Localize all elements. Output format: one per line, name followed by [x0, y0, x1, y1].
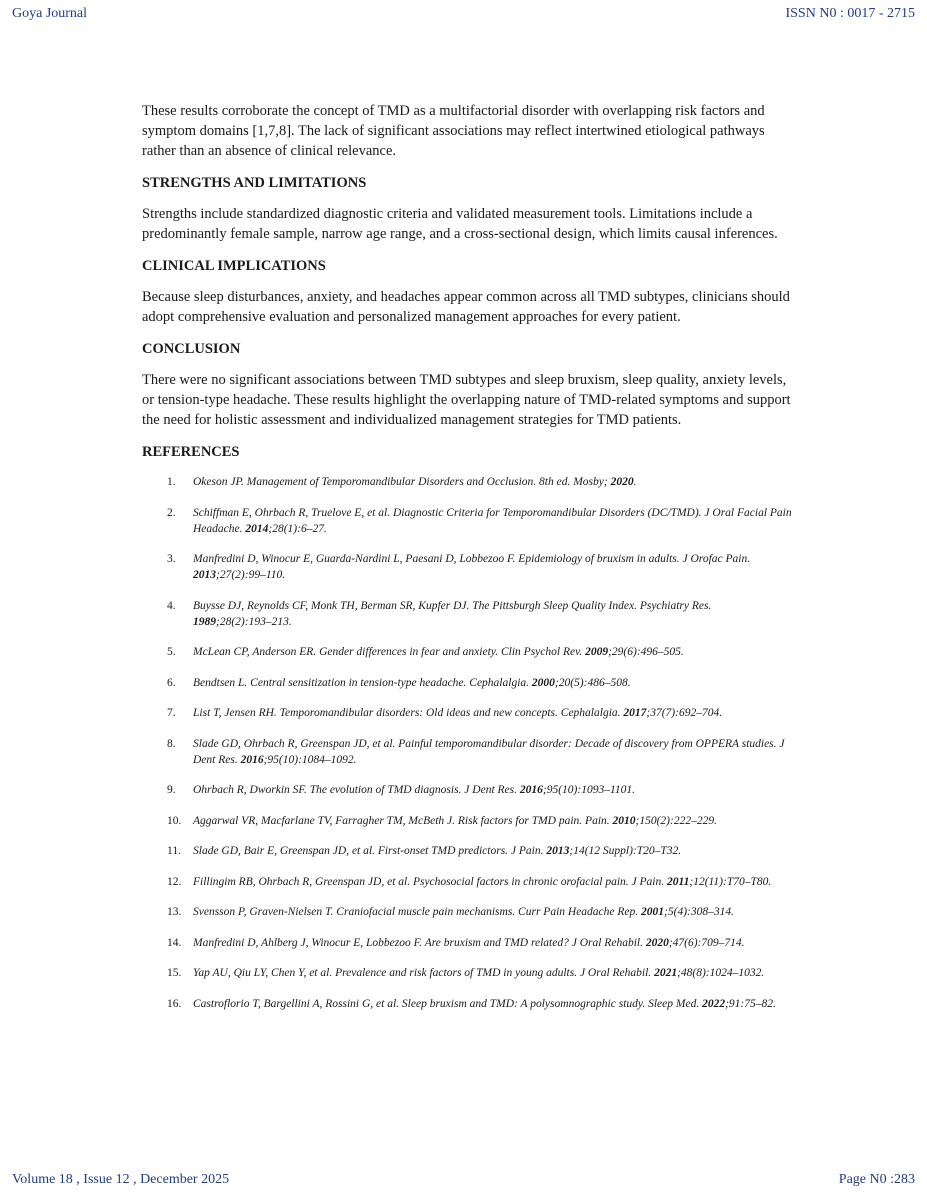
reference-citation: List T, Jensen RH. Temporomandibular disorders: Old ideas and new concepts. Cephalalgia. [193, 707, 624, 719]
reference-citation: Yap AU, Qiu LY, Chen Y, et al. Prevalence and risk factors of TMD in young adults. J Oral Rehabil. [193, 967, 655, 979]
reference-year: 2016 [519, 784, 543, 796]
strengths-paragraph: Strengths include standardized diagnostic criteria and validated measurement tools. Limitations include a predominantly female sample, narrow age range, and a cross-sectional design, which limits causal inferences. [142, 206, 778, 242]
references-heading: REFERENCES [142, 444, 240, 460]
conclusion-paragraph: There were no significant associations between TMD subtypes and sleep bruxism, sleep quality, anxiety levels, or tension-type headache. These results highlight the overlapping nature of TMD-related symptoms and support the need for holistic assessment and individualized management strategies for TMD patients. [142, 372, 791, 428]
reference-citation: Okeson JP. Management of Temporomandibular Disorders and Occlusion. 8th ed. Mosby; [193, 476, 611, 488]
reference-year: 2013 [546, 845, 570, 857]
reference-volume-pages: ;29(6):496–505. [608, 646, 684, 658]
reference-number: 10. [167, 814, 182, 827]
reference-year: 2016 [240, 753, 264, 766]
reference-number: 5. [167, 646, 176, 658]
reference-item [142, 675, 792, 691]
reference-volume-pages: ;12(11):T70–T80. [689, 875, 772, 888]
reference-citation: Ohrbach R, Dworkin SF. The evolution of TMD diagnosis. J Dent Res. [193, 784, 520, 796]
reference-volume-pages: ;47(6):709–714. [668, 936, 745, 949]
reference-item [142, 705, 792, 721]
reference-volume-pages: ;95(10):1084–1092. [263, 753, 357, 766]
reference-number: 12. [167, 875, 182, 888]
reference-citation: Aggarwal VR, Macfarlane TV, Farragher TM, McBeth J. Risk factors for TMD pain. Pain. [193, 814, 613, 827]
reference-volume-pages: ;91:75–82. [725, 997, 776, 1010]
reference-number: 9. [167, 784, 176, 796]
reference-number: 6. [167, 676, 176, 689]
journal-name: Goya Journal [12, 6, 88, 21]
reference-item [142, 505, 792, 537]
reference-citation: Slade GD, Ohrbach R, Greenspan JD, et al. Painful temporomandibular disorder: Decade of discovery from OPPERA studies. J Dent Res. [193, 737, 785, 766]
reference-item [142, 736, 792, 768]
reference-item [142, 598, 792, 630]
reference-item [142, 551, 792, 583]
reference-year: 2022 [702, 997, 726, 1010]
reference-volume-pages: ;37(7):692–704. [646, 707, 723, 719]
reference-item [142, 904, 792, 920]
reference-volume-pages: ;5(4):308–314. [664, 906, 734, 918]
conclusion-heading: CONCLUSION [142, 341, 241, 357]
reference-number: 11. [167, 845, 181, 857]
reference-item [142, 935, 792, 951]
reference-citation: Schiffman E, Ohrbach R, Truelove E, et al. Diagnostic Criteria for Temporomandibular Disorders (DC/TMD). J Oral Facial Pain Headache. [193, 506, 792, 535]
reference-year: 2021 [654, 967, 678, 979]
reference-volume-pages: ;27(2):99–110. [216, 569, 286, 581]
reference-citation: Manfredini D, Ahlberg J, Winocur E, Lobbezoo F. Are bruxism and TMD related? J Oral Rehabil. [193, 936, 646, 949]
reference-citation: McLean CP, Anderson ER. Gender differences in fear and anxiety. Clin Psychol Rev. [193, 646, 586, 658]
reference-number: 16. [167, 997, 182, 1010]
reference-number: 8. [167, 737, 176, 750]
reference-item [142, 874, 792, 890]
reference-volume-pages: ;20(5):486–508. [554, 676, 631, 689]
article-body [142, 101, 792, 1026]
page-number: Page N0 :283 [838, 1172, 915, 1187]
reference-year: 2000 [531, 676, 555, 689]
reference-citation: Fillingim RB, Ohrbach R, Greenspan JD, et al. Psychosocial factors in chronic orofacial pain. J Pain. [193, 875, 667, 888]
intro-paragraph: These results corroborate the concept of TMD as a multifactorial disorder with overlapping risk factors and symptom domains [1,7,8]. The lack of significant associations may reflect intertwined etiological pathways rather than an absence of clinical relevance. [142, 103, 765, 159]
reference-item [142, 474, 792, 490]
reference-year: 2020 [610, 476, 634, 488]
issn-number: ISSN N0 : 0017 - 2715 [785, 6, 915, 21]
clinical-implications-heading: CLINICAL IMPLICATIONS [142, 258, 326, 274]
reference-citation: Svensson P, Graven-Nielsen T. Craniofacial muscle pain mechanisms. Curr Pain Headache Rep. [193, 906, 642, 918]
reference-number: 2. [167, 506, 176, 519]
reference-volume-pages: ;28(1):6–27. [268, 522, 327, 535]
volume-issue: Volume 18 , Issue 12 , December 2025 [12, 1172, 230, 1187]
reference-number: 13. [167, 906, 182, 918]
reference-number: 4. [167, 599, 176, 612]
reference-citation: Buysse DJ, Reynolds CF, Monk TH, Berman SR, Kupfer DJ. The Pittsburgh Sleep Quality Index. Psychiatry Res. [193, 599, 712, 612]
reference-volume-pages: ;150(2):222–229. [635, 814, 717, 827]
reference-volume-pages: . [633, 476, 637, 488]
reference-number: 1. [167, 476, 176, 488]
reference-year: 1989 [193, 615, 216, 628]
reference-year: 2017 [623, 707, 647, 719]
reference-citation: Manfredini D, Winocur E, Guarda-Nardini L, Paesani D, Lobbezoo F. Epidemiology of bruxism in adults. J Orofac Pain. [193, 553, 751, 565]
reference-citation: Slade GD, Bair E, Greenspan JD, et al. First-onset TMD predictors. J Pain. [193, 845, 547, 857]
reference-item [142, 813, 792, 829]
reference-year: 2013 [193, 569, 216, 581]
reference-year: 2009 [585, 646, 609, 658]
reference-year: 2011 [666, 875, 690, 888]
strengths-heading: STRENGTHS AND LIMITATIONS [142, 175, 367, 191]
reference-item [142, 965, 792, 981]
reference-volume-pages: ;28(2):193–213. [216, 615, 292, 628]
reference-volume-pages: ;95(10):1093–1101. [542, 784, 635, 796]
reference-year: 2020 [645, 936, 669, 949]
reference-volume-pages: ;48(8):1024–1032. [677, 967, 765, 979]
reference-item [142, 644, 792, 660]
reference-year: 2014 [245, 522, 269, 535]
reference-number: 3. [167, 553, 176, 565]
reference-year: 2001 [641, 906, 665, 918]
reference-number: 7. [167, 707, 176, 719]
reference-volume-pages: ;14(12 Suppl):T20–T32. [569, 845, 682, 857]
reference-citation: Bendtsen L. Central sensitization in tension-type headache. Cephalalgia. [193, 676, 532, 689]
reference-citation: Castroflorio T, Bargellini A, Rossini G, et al. Sleep bruxism and TMD: A polysomnographic study. Sleep Med. [193, 997, 703, 1010]
reference-item [142, 996, 792, 1012]
reference-number: 14. [167, 936, 182, 949]
references-list [142, 474, 792, 1012]
reference-item [142, 843, 792, 859]
reference-number: 15. [167, 967, 182, 979]
reference-year: 2010 [612, 814, 636, 827]
clinical-implications-paragraph: Because sleep disturbances, anxiety, and headaches appear common across all TMD subtypes, clinicians should adopt comprehensive evaluation and personalized management approaches for every patient. [142, 289, 790, 325]
reference-item [142, 782, 792, 798]
